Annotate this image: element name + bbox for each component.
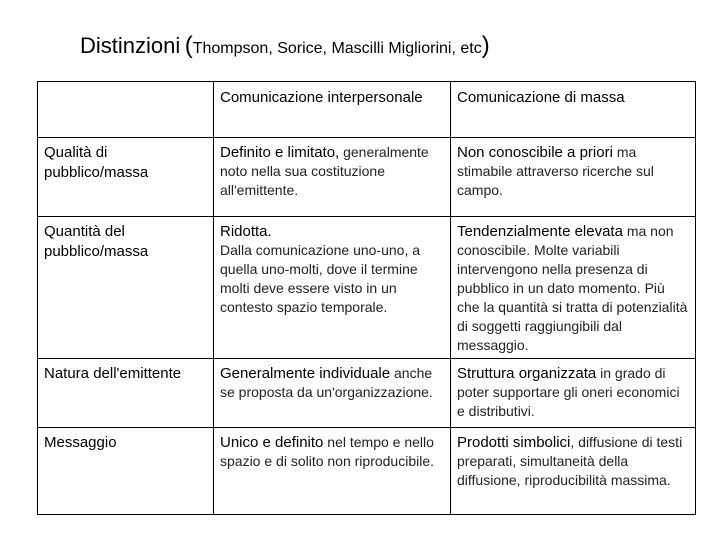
- cell-emphasis: Ridotta.: [220, 223, 272, 240]
- cell-text: ma non conoscibile. Molte variabili intervengono nella presenza di pubblico in un dato momento. Più che la quantità si tratta di potenzialità di soggetti raggiungibili dal messaggio.: [457, 223, 688, 353]
- slide-title: [80, 34, 490, 58]
- cell-text: Dalla comunicazione uno-uno, a quella uno-molti, dove il termine molti deve essere visto in un contesto spazio temporale.: [220, 242, 421, 315]
- cell-natura-massa: [451, 359, 696, 428]
- cell-emphasis: Tendenzialmente elevata: [457, 223, 623, 240]
- cell-qualita-interpersonale: [214, 138, 451, 217]
- row-label-messaggio: Messaggio: [38, 428, 214, 515]
- header-interpersonale: Comunicazione interpersonale: [214, 82, 451, 138]
- cell-messaggio-massa: [451, 428, 696, 515]
- cell-emphasis: Definito e limitato,: [220, 144, 340, 161]
- header-empty-cell: [38, 82, 214, 138]
- table-row: [38, 217, 696, 359]
- cell-text: anche se proposta da un'organizzazione.: [220, 365, 433, 400]
- title-close-paren: ): [481, 32, 490, 59]
- cell-emphasis: Non conoscibile a priori: [457, 144, 613, 161]
- cell-messaggio-interpersonale: [214, 428, 451, 515]
- cell-text: , diffusione di testi preparati, simultaneità della diffusione, riproducibilità massima.: [457, 434, 683, 488]
- cell-quantita-massa: [451, 217, 696, 359]
- table-row: [38, 428, 696, 515]
- title-open-paren: (: [184, 32, 193, 59]
- cell-text: in grado di poter supportare gli oneri economici e distributivi.: [457, 365, 680, 419]
- comparison-table: [37, 81, 696, 515]
- cell-emphasis: Unico e definito: [220, 434, 324, 451]
- title-main: Distinzioni: [80, 33, 181, 58]
- cell-natura-interpersonale: [214, 359, 451, 428]
- title-authors: Thompson, Sorice, Mascilli Migliorini, etc: [192, 40, 482, 57]
- table-row: [38, 138, 696, 217]
- cell-emphasis: Struttura organizzata: [457, 365, 597, 382]
- cell-quantita-interpersonale: [214, 217, 451, 359]
- header-massa: Comunicazione di massa: [451, 82, 696, 138]
- cell-text: ma stimabile attraverso ricerche sul campo.: [457, 144, 654, 198]
- cell-text: generalmente noto nella sua costituzione all'emittente.: [220, 144, 429, 198]
- cell-emphasis: Prodotti simbolici: [457, 434, 571, 451]
- row-label-natura: Natura dell'emittente: [38, 359, 214, 428]
- table-header-row: [38, 82, 696, 138]
- row-label-quantita: Quantità del pubblico/massa: [38, 217, 214, 359]
- row-label-qualita: Qualità di pubblico/massa: [38, 138, 214, 217]
- table-row: [38, 359, 696, 428]
- cell-qualita-massa: [451, 138, 696, 217]
- cell-emphasis: Generalmente individuale: [220, 365, 391, 382]
- cell-text: nel tempo e nello spazio e di solito non riproducibile.: [220, 434, 435, 469]
